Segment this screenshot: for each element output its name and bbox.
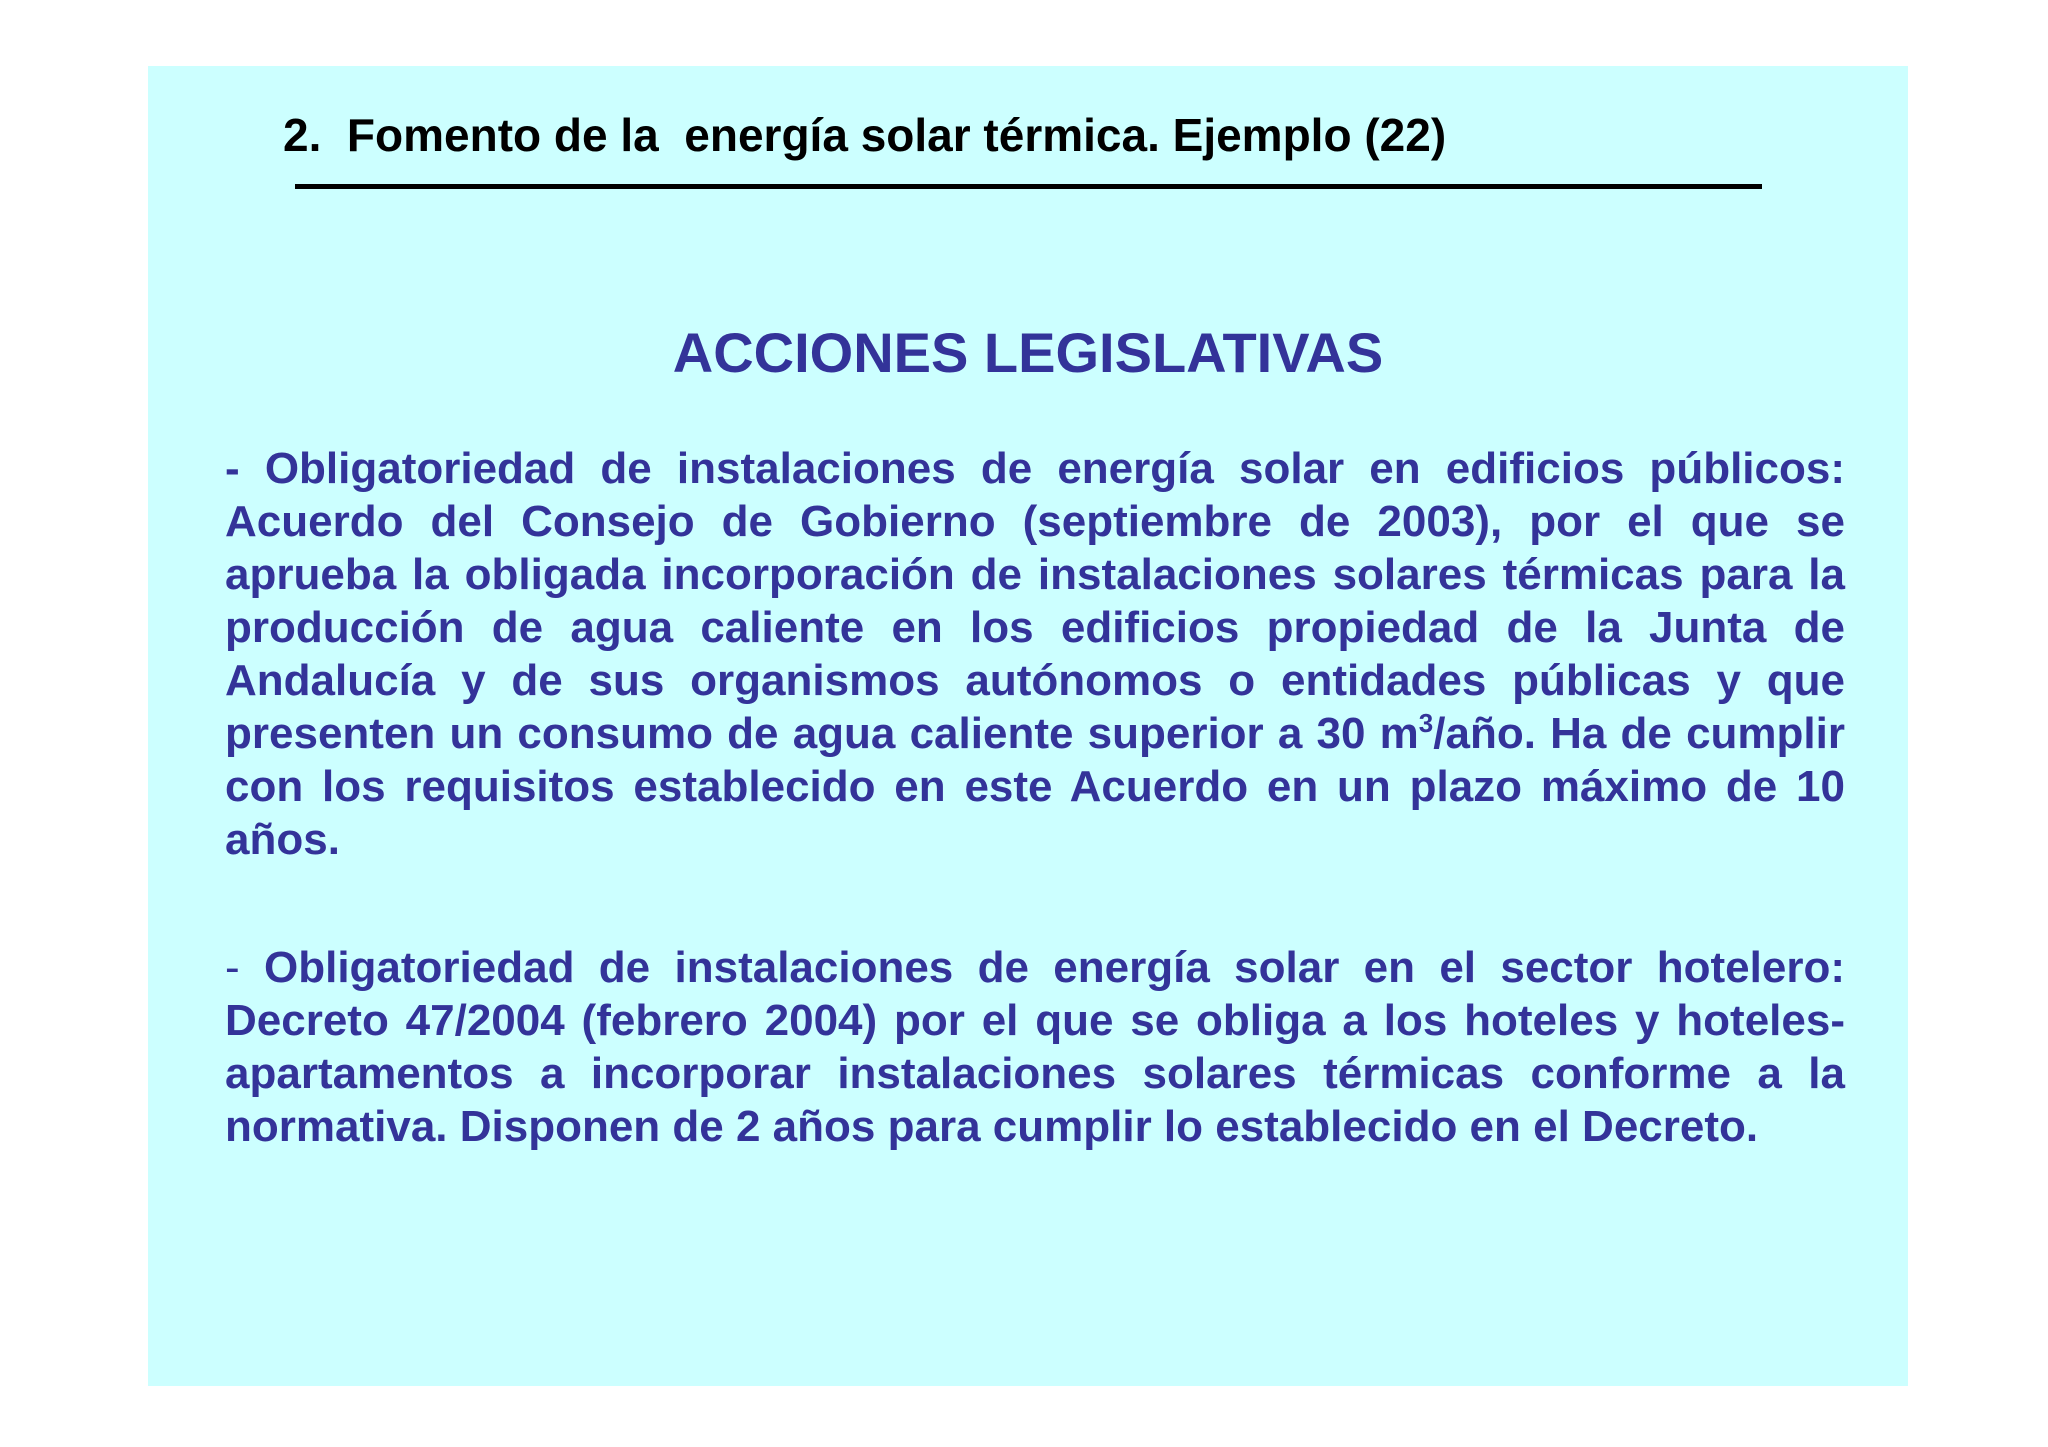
paragraph-hotel-sector <box>225 941 1845 1153</box>
superscript-exponent: 3 <box>1418 708 1434 738</box>
paragraph-text: Obligatoriedad de instalaciones de energía solar en edificios públicos: Acuerdo del Consejo de Gobierno (septiembre de 2003), por el que se aprueba la obligada incorporación de instalaciones solares térmicas para la producción de agua caliente en los edificios propiedad de la Junta de Andalucía y de sus organismos autónomos o entidades públicas y que presenten un consumo de agua caliente superior a 30 m <box>225 444 1845 758</box>
paragraph-dash: - <box>225 943 264 992</box>
paragraph-dash: - <box>225 444 265 493</box>
slide <box>148 66 1908 1386</box>
paragraph-text-continued: /año. Ha de cumplir con los requisitos establecido en este Acuerdo en un plazo máximo de 10 años. <box>225 709 1845 864</box>
paragraph-text: Obligatoriedad de instalaciones de energía solar en el sector hotelero: Decreto 47/2004 (febrero 2004) por el que se obliga a los hoteles y hoteles-apartamentos a incorporar instalaciones solares térmicas conforme a la normativa. Disponen de 2 años para cumplir lo establecido en el Decreto. <box>225 943 1845 1151</box>
paragraph-public-buildings <box>225 442 1845 866</box>
slide-title: 2. Fomento de la energía solar térmica. Ejemplo (22) <box>283 109 1447 161</box>
section-heading: ACCIONES LEGISLATIVAS <box>672 321 1384 384</box>
title-underline <box>295 184 1762 189</box>
